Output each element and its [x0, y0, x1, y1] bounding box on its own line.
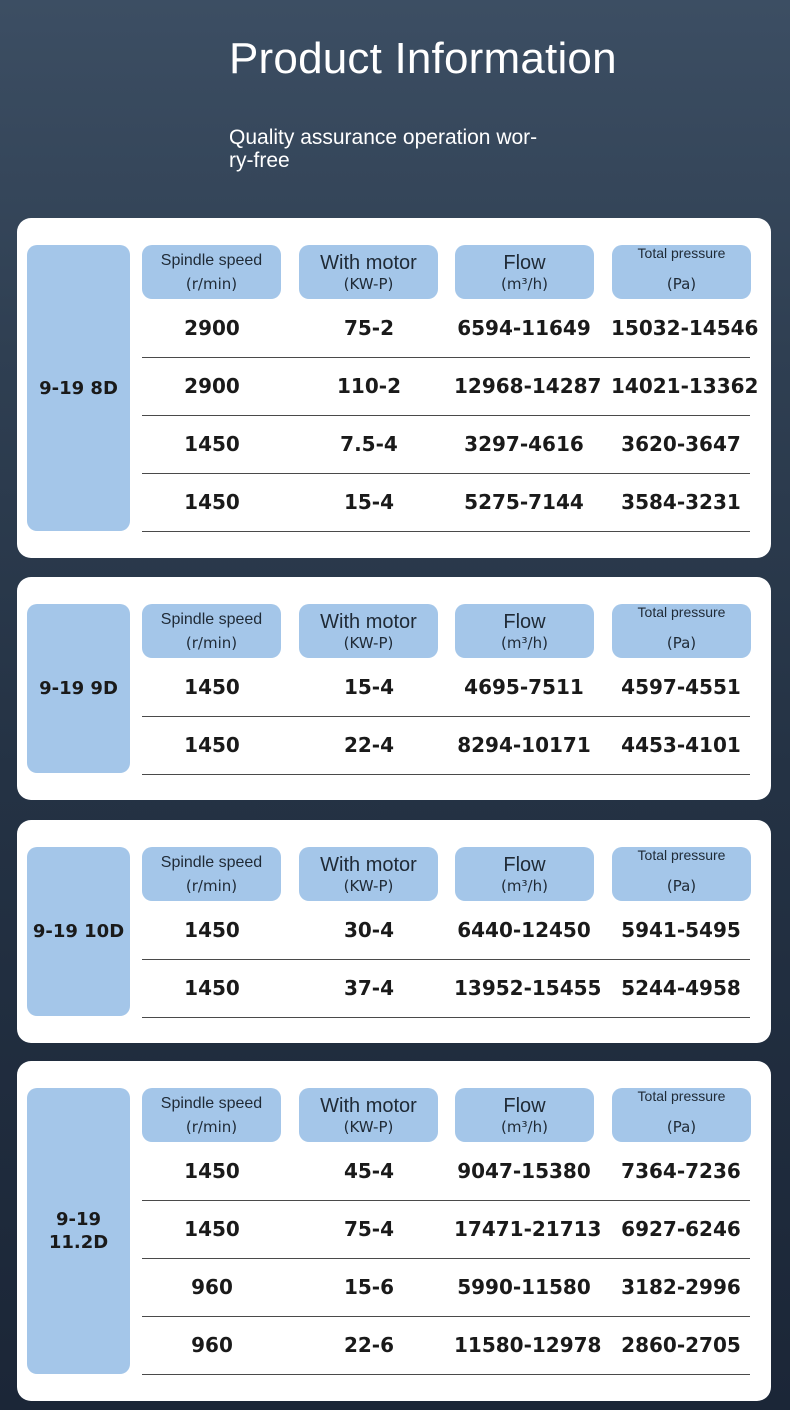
spec-card-8d [17, 218, 771, 558]
cell-spindle-speed: 1450 [184, 1159, 240, 1183]
cell-flow: 4695-7511 [464, 675, 584, 699]
cell-motor: 15-6 [343, 1275, 395, 1299]
cell-flow: 11580-12978 [454, 1333, 602, 1357]
table-row [142, 901, 750, 960]
cell-spindle-speed: 1450 [184, 675, 240, 699]
header-total-pressure: Total pressure (Pa) [612, 604, 751, 658]
cell-flow: 8294-10171 [457, 733, 591, 757]
table-row [142, 716, 750, 775]
cell-motor: 75-2 [343, 316, 395, 340]
table-row [142, 959, 750, 1018]
cell-motor: 37-4 [343, 976, 395, 1000]
cell-motor: 22-6 [343, 1333, 395, 1357]
cell-flow: 5275-7144 [464, 490, 584, 514]
header-spindle-speed: Spindle speed (r/min) [142, 847, 281, 901]
table-row [142, 1258, 750, 1317]
header-with-motor: With motor (KW-P) [299, 245, 438, 299]
page-subtitle: Quality assurance operation wor-ry-free [229, 126, 538, 172]
table-row [142, 1200, 750, 1259]
cell-motor: 110-2 [337, 374, 401, 398]
model-label: 9-19 9D [27, 604, 130, 773]
model-label: 9-19 10D [27, 847, 130, 1016]
cell-flow: 13952-15455 [454, 976, 602, 1000]
header-flow: Flow (m³/h) [455, 847, 594, 901]
table-row [142, 299, 759, 358]
header-flow: Flow (m³/h) [455, 604, 594, 658]
table-row [142, 415, 750, 474]
cell-flow: 3297-4616 [464, 432, 584, 456]
cell-pressure: 4453-4101 [621, 733, 741, 757]
spec-card-10d [17, 820, 771, 1043]
cell-spindle-speed: 1450 [184, 490, 240, 514]
cell-spindle-speed: 2900 [184, 374, 240, 398]
cell-spindle-speed: 1450 [184, 976, 240, 1000]
cell-flow: 6440-12450 [457, 918, 591, 942]
cell-motor: 7.5-4 [340, 432, 398, 456]
cell-motor: 15-4 [343, 675, 395, 699]
header-with-motor: With motor (KW-P) [299, 1088, 438, 1142]
header-with-motor: With motor (KW-P) [299, 847, 438, 901]
cell-motor: 45-4 [343, 1159, 395, 1183]
cell-spindle-speed: 1450 [184, 1217, 240, 1241]
page-title: Product Information [229, 34, 617, 83]
table-row [142, 473, 750, 532]
header-spindle-speed: Spindle speed (r/min) [142, 604, 281, 658]
cell-flow: 17471-21713 [454, 1217, 602, 1241]
cell-spindle-speed: 960 [191, 1333, 233, 1357]
cell-spindle-speed: 2900 [184, 316, 240, 340]
cell-pressure: 3584-3231 [621, 490, 741, 514]
table-row [142, 658, 750, 717]
cell-pressure: 6927-6246 [621, 1217, 741, 1241]
spec-card-9d [17, 577, 771, 800]
cell-spindle-speed: 1450 [184, 918, 240, 942]
cell-spindle-speed: 1450 [184, 432, 240, 456]
header-flow: Flow (m³/h) [455, 245, 594, 299]
cell-pressure: 3182-2996 [621, 1275, 741, 1299]
table-row [142, 357, 759, 416]
cell-motor: 30-4 [343, 918, 395, 942]
cell-pressure: 5244-4958 [621, 976, 741, 1000]
header-spindle-speed: Spindle speed (r/min) [142, 1088, 281, 1142]
cell-pressure: 4597-4551 [621, 675, 741, 699]
spec-card-11-2d [17, 1061, 771, 1401]
cell-pressure: 7364-7236 [621, 1159, 741, 1183]
cell-flow: 9047-15380 [457, 1159, 591, 1183]
header-total-pressure: Total pressure (Pa) [612, 245, 751, 299]
model-label: 9-19 11.2D [27, 1088, 130, 1374]
cell-spindle-speed: 1450 [184, 733, 240, 757]
header-total-pressure: Total pressure (Pa) [612, 1088, 751, 1142]
cell-pressure: 3620-3647 [621, 432, 741, 456]
table-row [142, 1316, 750, 1375]
header-flow: Flow (m³/h) [455, 1088, 594, 1142]
cell-flow: 12968-14287 [454, 374, 602, 398]
cell-motor: 75-4 [343, 1217, 395, 1241]
cell-pressure: 2860-2705 [621, 1333, 741, 1357]
cell-spindle-speed: 960 [191, 1275, 233, 1299]
cell-flow: 6594-11649 [457, 316, 591, 340]
cell-pressure: 15032-14546 [611, 316, 759, 340]
header-total-pressure: Total pressure (Pa) [612, 847, 751, 901]
cell-pressure: 5941-5495 [621, 918, 741, 942]
cell-pressure: 14021-13362 [611, 374, 759, 398]
cell-motor: 15-4 [343, 490, 395, 514]
cell-motor: 22-4 [343, 733, 395, 757]
cell-flow: 5990-11580 [457, 1275, 591, 1299]
header-with-motor: With motor (KW-P) [299, 604, 438, 658]
header-spindle-speed: Spindle speed (r/min) [142, 245, 281, 299]
model-label: 9-19 8D [27, 245, 130, 531]
table-row [142, 1142, 750, 1201]
